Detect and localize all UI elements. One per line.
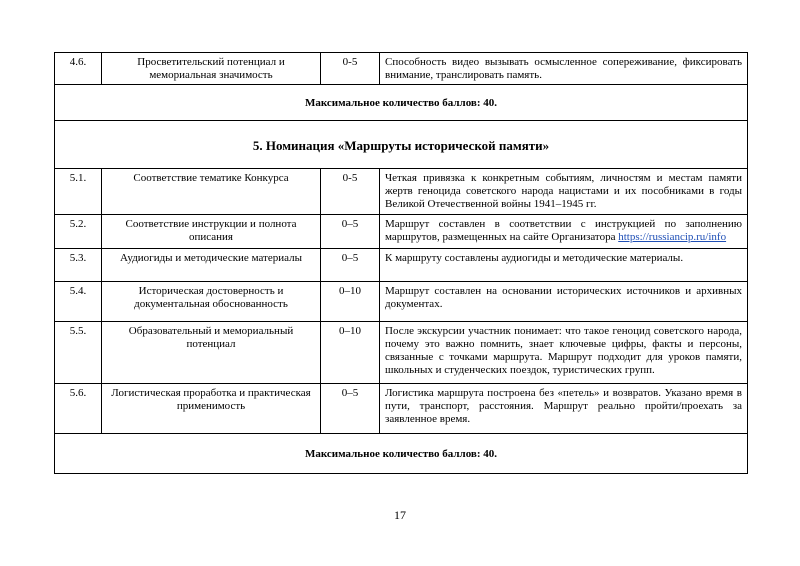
points-range: 0–5 <box>321 249 380 282</box>
criterion-name: Логистическая проработка и практическая применимость <box>102 384 321 434</box>
table-row <box>55 322 748 384</box>
points-range: 0–10 <box>321 322 380 384</box>
table-row <box>55 215 748 249</box>
criterion-description: Способность видео вызывать осмысленное сопереживание, фиксировать внимание, транслировать память. <box>380 53 748 85</box>
table-row <box>55 249 748 282</box>
row-number: 5.5. <box>55 322 102 384</box>
criteria-table <box>54 52 748 474</box>
row-number: 5.1. <box>55 169 102 215</box>
max-score-row <box>55 434 748 474</box>
points-range: 0–5 <box>321 215 380 249</box>
criterion-name: Аудиогиды и методические материалы <box>102 249 321 282</box>
table-row <box>55 384 748 434</box>
row-number: 4.6. <box>55 53 102 85</box>
criterion-name: Историческая достоверность и документальная обоснованность <box>102 282 321 322</box>
points-range: 0-5 <box>321 53 380 85</box>
criterion-name: Соответствие инструкции и полнота описания <box>102 215 321 249</box>
criterion-description: К маршруту составлены аудиогиды и методические материалы. <box>380 249 748 282</box>
points-range: 0-5 <box>321 169 380 215</box>
row-number: 5.4. <box>55 282 102 322</box>
points-range: 0–5 <box>321 384 380 434</box>
table-row <box>55 169 748 215</box>
max-score-text: Максимальное количество баллов: 40. <box>55 85 748 121</box>
points-range: 0–10 <box>321 282 380 322</box>
page-number: 17 <box>394 508 406 522</box>
row-number: 5.2. <box>55 215 102 249</box>
max-score-row <box>55 85 748 121</box>
organizer-site-link[interactable]: https://russiancip.ru/info <box>618 231 727 243</box>
table-row <box>55 282 748 322</box>
max-score-text: Максимальное количество баллов: 40. <box>55 434 748 474</box>
criterion-description: Логистика маршрута построена без «петель» и возвратов. Указано время в пути, транспорт, расстояния. Маршрут реально пройти/проехать за заявленное время. <box>380 384 748 434</box>
criterion-name: Соответствие тематике Конкурса <box>102 169 321 215</box>
section-header-row <box>55 121 748 169</box>
criterion-description <box>380 215 748 249</box>
section-title: 5. Номинация «Маршруты исторической памяти» <box>55 121 748 169</box>
criterion-name: Просветительский потенциал и мемориальная значимость <box>102 53 321 85</box>
criterion-description: Маршрут составлен на основании исторических источников и архивных документах. <box>380 282 748 322</box>
criterion-description: Четкая привязка к конкретным событиям, личностям и местам памяти жертв геноцида советского народа нацистами и их пособниками в годы Великой Отечественной войны 1941–1945 гг. <box>380 169 748 215</box>
table-row <box>55 53 748 85</box>
criterion-description: После экскурсии участник понимает: что такое геноцид советского народа, почему это важно помнить, знает ключевые цифры, факты и персоны, связанные с точками маршрута. Маршрут подходит для уроков памяти, школьных и студенческих поездок, туристических групп. <box>380 322 748 384</box>
row-number: 5.6. <box>55 384 102 434</box>
description-text: Маршрут составлен в соответствии с инструкцией по заполнению маршрутов, размещенных на сайте Организатора <box>385 218 742 243</box>
criterion-name: Образовательный и мемориальный потенциал <box>102 322 321 384</box>
row-number: 5.3. <box>55 249 102 282</box>
